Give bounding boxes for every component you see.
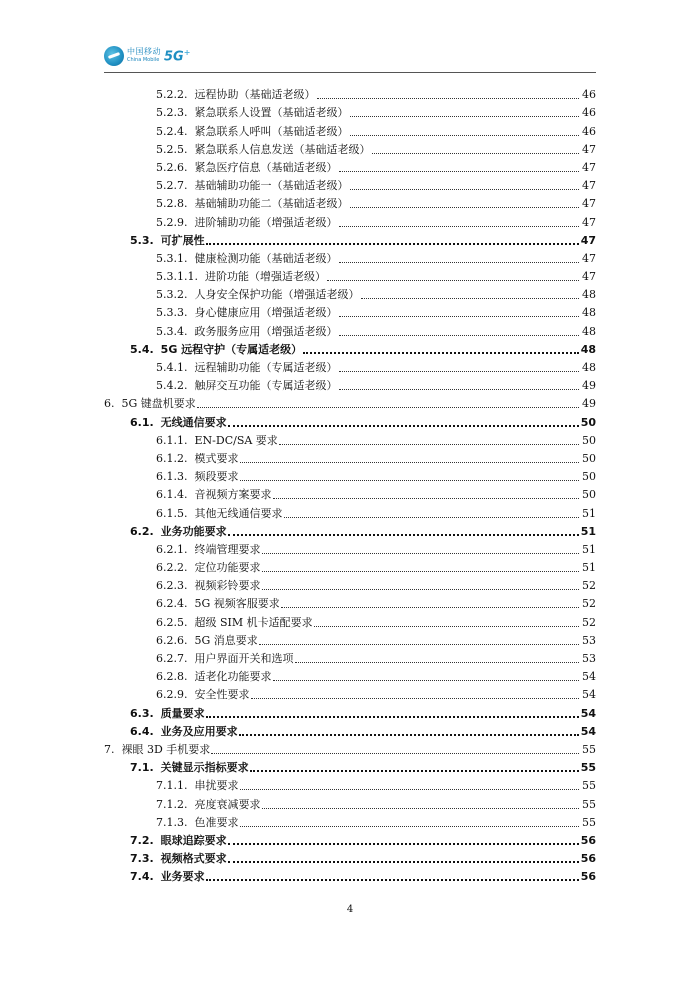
toc-entry-number: 6.2.2. — [156, 561, 188, 575]
toc-entry[interactable] — [104, 521, 596, 539]
toc-entry-title: 业务功能要求 — [160, 524, 227, 538]
toc-entry-number: 6.1. — [130, 415, 154, 429]
toc-entry-page: 46 — [579, 106, 596, 120]
toc-entry[interactable] — [104, 793, 596, 811]
toc-entry-number: 6.2.1. — [156, 542, 188, 556]
toc-dot-leader — [339, 389, 580, 390]
toc-entry-label — [104, 488, 273, 502]
toc-entry-page: 47 — [579, 143, 596, 157]
toc-entry-number: 6.1.5. — [156, 506, 188, 520]
toc-entry-title: 可扩展性 — [160, 233, 205, 247]
toc-dot-leader — [251, 698, 580, 699]
toc-entry-number: 5.4.2. — [156, 379, 188, 393]
toc-entry-title: 眼球追踪要求 — [160, 833, 227, 847]
toc-dot-leader — [339, 262, 580, 263]
toc-entry-title: 业务及应用要求 — [160, 724, 238, 738]
toc-entry-number: 7.1.2. — [156, 797, 188, 811]
toc-dot-leader — [262, 808, 580, 809]
toc-dot-leader — [279, 444, 579, 445]
toc-entry-title: 触屏交互功能（专属适老级） — [194, 379, 338, 393]
toc-entry-label — [104, 88, 317, 102]
toc-entry-title: 基础辅助功能二（基础适老级） — [194, 197, 349, 211]
toc-entry-number: 5.2.5. — [156, 142, 188, 156]
toc-entry-label — [104, 652, 295, 666]
toc-entry-label — [104, 234, 206, 248]
toc-dot-leader — [339, 335, 580, 336]
toc-entry-label — [104, 597, 281, 611]
toc-entry-number: 5.3.2. — [156, 288, 188, 302]
toc-entry[interactable] — [104, 866, 596, 884]
toc-entry[interactable] — [104, 120, 596, 138]
toc-dot-leader — [284, 517, 580, 518]
toc-entry-title: 定位功能要求 — [194, 561, 261, 575]
toc-entry-title: 远程协助（基础适老级） — [194, 88, 316, 102]
toc-entry[interactable] — [104, 266, 596, 284]
toc-entry-label — [104, 270, 327, 284]
toc-entry[interactable] — [104, 830, 596, 848]
toc-entry-page: 47 — [579, 179, 596, 193]
toc-entry-title: 用户界面开关和选项 — [194, 652, 294, 665]
toc-entry-label — [104, 143, 372, 157]
toc-entry-number: 6.2.8. — [156, 670, 188, 684]
toc-entry-number: 5.2.9. — [156, 215, 188, 229]
china-mobile-logo-icon — [104, 46, 124, 66]
toc-entry-label — [104, 816, 240, 830]
toc-dot-leader — [228, 534, 579, 536]
toc-entry-page: 56 — [580, 852, 596, 866]
toc-entry-page: 54 — [580, 724, 596, 738]
toc-dot-leader — [350, 116, 580, 117]
toc-entry-number: 7.1. — [130, 761, 154, 775]
toc-entry-number: 7.4. — [130, 870, 154, 884]
toc-entry-title: 亮度衰减要求 — [194, 797, 261, 811]
toc-entry-page: 48 — [579, 361, 596, 375]
toc-entry-number: 5.2.2. — [156, 88, 188, 102]
toc-entry-number: 6.2.5. — [156, 615, 188, 629]
toc-entry[interactable] — [104, 484, 596, 502]
toc-entry-title: 远程辅助功能（专属适老级） — [194, 361, 338, 374]
toc-entry-number: 5.4. — [130, 342, 154, 356]
toc-entry-label — [104, 525, 228, 539]
toc-entry[interactable] — [104, 284, 596, 302]
toc-entry-number: 7.1.3. — [156, 815, 188, 829]
toc-entry-title: EN-DC/SA 要求 — [194, 433, 278, 447]
toc-entry-number: 5.3.3. — [156, 306, 188, 320]
toc-entry[interactable] — [104, 248, 596, 266]
5g-badge-plus: + — [183, 48, 191, 57]
toc-entry[interactable] — [104, 775, 596, 793]
toc-entry-page: 47 — [579, 270, 596, 284]
toc-entry-page: 55 — [580, 761, 596, 775]
toc-dot-leader — [228, 843, 579, 845]
toc-entry-page: 47 — [580, 233, 596, 247]
toc-dot-leader — [239, 734, 579, 736]
toc-entry-label — [104, 561, 262, 575]
toc-entry-title: 政务服务应用（增强适老级） — [194, 324, 338, 338]
toc-entry-page: 53 — [579, 634, 596, 648]
toc-dot-leader — [361, 298, 580, 299]
toc-entry-number: 5.3.1.1. — [156, 270, 198, 284]
toc-entry-title: 串扰要求 — [194, 779, 239, 793]
toc-entry-number: 5.2.4. — [156, 124, 188, 138]
toc-entry-label — [104, 325, 339, 339]
toc-entry-page: 52 — [579, 579, 596, 593]
logo-text-cn: 中国移动 — [127, 47, 161, 56]
toc-entry[interactable] — [104, 721, 596, 739]
toc-dot-leader — [314, 626, 579, 627]
toc-dot-leader — [250, 770, 579, 772]
logo-text-en: China Mobile — [127, 57, 160, 63]
toc-entry-number: 5.4.1. — [156, 361, 188, 374]
toc-entry-page: 53 — [579, 652, 596, 666]
toc-entry-title: 质量要求 — [160, 706, 205, 720]
toc-entry-label — [104, 579, 262, 593]
toc-entry-label — [104, 452, 240, 466]
toc-entry-label — [104, 834, 228, 848]
toc-entry[interactable] — [104, 430, 596, 448]
toc-dot-leader — [317, 98, 580, 99]
toc-entry-label — [104, 179, 350, 193]
toc-entry-label — [104, 798, 262, 812]
toc-entry-label — [104, 470, 240, 484]
toc-entry-page: 51 — [580, 524, 596, 538]
toc-entry[interactable] — [104, 739, 596, 757]
toc-dot-leader — [350, 207, 580, 208]
toc-entry[interactable] — [104, 139, 596, 157]
toc-entry-page: 51 — [579, 543, 596, 557]
header-rule — [104, 72, 596, 73]
toc-entry-page: 51 — [579, 507, 596, 521]
toc-entry-title: 视频格式要求 — [160, 852, 227, 866]
toc-entry-page: 55 — [579, 816, 596, 830]
china-mobile-logo — [104, 46, 161, 66]
toc-entry[interactable] — [104, 502, 596, 520]
toc-entry-number: 6.1.4. — [156, 488, 188, 502]
toc-dot-leader — [303, 352, 579, 354]
toc-entry-title: 5G 键盘机要求 — [121, 397, 196, 411]
toc-entry-label — [104, 743, 211, 757]
toc-dot-leader — [350, 135, 580, 136]
toc-entry-page: 50 — [579, 470, 596, 484]
toc-entry-number: 5.3.4. — [156, 324, 188, 338]
toc-entry-page: 50 — [580, 415, 596, 429]
toc-entry[interactable] — [104, 812, 596, 830]
toc-entry-label — [104, 161, 339, 175]
toc-dot-leader — [197, 407, 579, 408]
toc-dot-leader — [240, 789, 580, 790]
toc-dot-leader — [259, 644, 579, 645]
toc-entry-number: 6.2.6. — [156, 633, 188, 647]
toc-entry-label — [104, 507, 284, 521]
toc-entry-number: 5.2.6. — [156, 160, 188, 174]
toc-entry-page: 46 — [579, 88, 596, 102]
toc-entry-label — [104, 106, 350, 120]
toc-entry-label — [104, 779, 240, 793]
toc-dot-leader — [339, 316, 580, 317]
toc-entry[interactable] — [104, 193, 596, 211]
toc-entry-page: 50 — [579, 452, 596, 466]
toc-entry[interactable] — [104, 575, 596, 593]
toc-entry-title: 5G 远程守护（专属适老级） — [160, 342, 303, 356]
toc-entry-number: 6.3. — [130, 706, 154, 720]
toc-entry[interactable] — [104, 666, 596, 684]
toc-entry[interactable] — [104, 593, 596, 611]
toc-entry-label — [104, 634, 259, 648]
toc-entry-page: 55 — [579, 779, 596, 793]
toc-entry-page: 54 — [579, 670, 596, 684]
toc-entry-page: 52 — [579, 597, 596, 611]
toc-entry-number: 6.1.3. — [156, 470, 188, 484]
toc-entry-title: 紧急医疗信息（基础适老级） — [194, 160, 338, 174]
toc-entry[interactable] — [104, 411, 596, 429]
toc-entry-number: 6.2.3. — [156, 579, 188, 593]
toc-entry-label — [104, 306, 339, 320]
toc-entry-title: 终端管理要求 — [194, 542, 261, 556]
toc-entry-page: 46 — [579, 125, 596, 139]
toc-entry[interactable] — [104, 611, 596, 629]
toc-entry-number: 7.3. — [130, 852, 154, 866]
toc-entry-number: 5.2.8. — [156, 197, 188, 211]
toc-entry-number: 6.1.2. — [156, 451, 188, 465]
toc-entry-label — [104, 379, 339, 393]
toc-entry-page: 49 — [579, 379, 596, 393]
toc-entry-title: 进阶功能（增强适老级） — [204, 270, 326, 284]
toc-entry-title: 关键显示指标要求 — [160, 761, 249, 775]
toc-entry-title: 健康检测功能（基础适老级） — [194, 251, 338, 265]
toc-dot-leader — [228, 425, 579, 427]
toc-entry-title: 进阶辅助功能（增强适老级） — [194, 215, 338, 229]
toc-entry-page: 50 — [579, 434, 596, 448]
page-number: 4 — [346, 904, 354, 915]
toc-entry-label — [104, 870, 206, 884]
toc-entry-page: 54 — [580, 706, 596, 720]
toc-entry[interactable] — [104, 557, 596, 575]
toc-dot-leader — [262, 553, 580, 554]
toc-entry-label — [104, 397, 197, 411]
5g-badge-text: 5G — [164, 49, 184, 65]
toc-entry-page: 55 — [579, 798, 596, 812]
toc-dot-leader — [273, 498, 580, 499]
toc-entry-page: 47 — [579, 216, 596, 230]
toc-entry[interactable] — [104, 84, 596, 102]
toc-dot-leader — [206, 879, 579, 881]
toc-entry-title: 业务要求 — [160, 870, 205, 884]
toc-entry-title: 紧急联系人设置（基础适老级） — [194, 106, 349, 120]
toc-entry[interactable] — [104, 320, 596, 338]
toc-entry-title: 模式要求 — [194, 451, 239, 465]
toc-entry-number: 6.2. — [130, 524, 154, 538]
toc-entry-title: 无线通信要求 — [160, 415, 227, 429]
5g-badge — [164, 48, 190, 64]
page-header — [104, 42, 596, 70]
toc-entry-label — [104, 616, 314, 630]
toc-entry-page: 54 — [579, 688, 596, 702]
toc-entry[interactable] — [104, 648, 596, 666]
toc-entry[interactable] — [104, 630, 596, 648]
toc-entry-number: 6.1.1. — [156, 433, 188, 447]
toc-entry-label — [104, 725, 239, 739]
toc-entry-page: 56 — [580, 833, 596, 847]
toc-entry-title: 音视频方案要求 — [194, 488, 272, 502]
toc-dot-leader — [206, 243, 579, 245]
toc-entry[interactable] — [104, 539, 596, 557]
toc-entry-title: 频段要求 — [194, 470, 239, 484]
toc-dot-leader — [339, 371, 580, 372]
toc-dot-leader — [339, 226, 580, 227]
toc-entry[interactable] — [104, 302, 596, 320]
toc-entry[interactable] — [104, 339, 596, 357]
toc-entry-page: 48 — [579, 325, 596, 339]
toc-entry-page: 48 — [579, 306, 596, 320]
toc-entry-title: 紧急联系人呼叫（基础适老级） — [194, 124, 349, 138]
toc-entry[interactable] — [104, 211, 596, 229]
toc-entry-title: 身心健康应用（增强适老级） — [194, 306, 338, 320]
toc-entry-number: 5.2.7. — [156, 179, 188, 193]
toc-entry-title: 5G 视频客服要求 — [194, 597, 280, 611]
toc-entry-label — [104, 707, 206, 721]
toc-entry[interactable] — [104, 175, 596, 193]
toc-entry-number: 5.3. — [130, 233, 154, 247]
toc-dot-leader — [206, 716, 579, 718]
toc-entry-label — [104, 361, 339, 375]
toc-entry-page: 49 — [579, 397, 596, 411]
toc-entry[interactable] — [104, 102, 596, 120]
toc-entry-label — [104, 543, 262, 557]
toc-dot-leader — [211, 753, 579, 754]
toc-entry-page: 52 — [579, 616, 596, 630]
toc-dot-leader — [295, 662, 580, 663]
toc-dot-leader — [327, 280, 579, 281]
toc-entry-number: 6. — [104, 397, 115, 411]
toc-dot-leader — [228, 861, 579, 863]
toc-entry-label — [104, 416, 228, 430]
toc-entry-title: 超级 SIM 机卡适配要求 — [194, 615, 313, 629]
toc-entry-page: 56 — [580, 870, 596, 884]
toc-entry-label — [104, 670, 273, 684]
toc-entry-label — [104, 197, 350, 211]
toc-entry[interactable] — [104, 230, 596, 248]
toc-entry[interactable] — [104, 702, 596, 720]
toc-entry[interactable] — [104, 848, 596, 866]
toc-dot-leader — [339, 171, 580, 172]
toc-entry-title: 其他无线通信要求 — [194, 506, 283, 520]
toc-dot-leader — [240, 462, 580, 463]
toc-entry-number: 7.1.1. — [156, 779, 188, 793]
toc-entry-number: 5.3.1. — [156, 251, 188, 265]
toc-entry[interactable] — [104, 393, 596, 411]
toc-entry-number: 6.4. — [130, 724, 154, 738]
toc-entry[interactable] — [104, 157, 596, 175]
toc-entry[interactable] — [104, 448, 596, 466]
toc-entry-title: 安全性要求 — [194, 688, 250, 702]
toc-entry-label — [104, 216, 339, 230]
toc-entry[interactable] — [104, 757, 596, 775]
toc-dot-leader — [281, 607, 579, 608]
toc-entry-number: 6.2.9. — [156, 688, 188, 702]
toc-dot-leader — [372, 153, 580, 154]
toc-entry-page: 50 — [579, 488, 596, 502]
toc-entry-number: 6.2.7. — [156, 652, 188, 665]
toc-entry-label — [104, 434, 279, 448]
toc-entry-page: 48 — [579, 288, 596, 302]
toc-entry[interactable] — [104, 375, 596, 393]
toc-entry-number: 5.2.3. — [156, 106, 188, 120]
toc-entry[interactable] — [104, 684, 596, 702]
toc-entry[interactable] — [104, 357, 596, 375]
toc-dot-leader — [262, 571, 580, 572]
toc-entry-page: 47 — [579, 161, 596, 175]
toc-entry-number: 7. — [104, 742, 115, 756]
toc-entry-label — [104, 125, 350, 139]
toc-entry-page: 47 — [579, 197, 596, 211]
toc-entry[interactable] — [104, 466, 596, 484]
toc-entry-label — [104, 688, 251, 702]
toc-dot-leader — [262, 589, 580, 590]
toc-entry-number: 6.2.4. — [156, 597, 188, 611]
toc-dot-leader — [350, 189, 580, 190]
toc-entry-title: 裸眼 3D 手机要求 — [121, 742, 211, 756]
toc-entry-title: 适老化功能要求 — [194, 670, 272, 684]
toc-entry-page: 47 — [579, 252, 596, 266]
toc-entry-title: 基础辅助功能一（基础适老级） — [194, 179, 349, 193]
toc-entry-title: 紧急联系人信息发送（基础适老级） — [194, 142, 371, 156]
toc-entry-label — [104, 343, 303, 357]
toc-entry-page: 48 — [580, 342, 596, 356]
toc-entry-page: 55 — [579, 743, 596, 757]
toc-entry-label — [104, 288, 361, 302]
toc-entry-title: 视频彩铃要求 — [194, 579, 261, 593]
toc-dot-leader — [240, 826, 580, 827]
toc-entry-title: 5G 消息要求 — [194, 633, 258, 647]
table-of-contents — [104, 84, 596, 884]
toc-entry-number: 7.2. — [130, 833, 154, 847]
toc-entry-title: 色准要求 — [194, 815, 239, 829]
toc-entry-page: 51 — [579, 561, 596, 575]
toc-entry-label — [104, 761, 250, 775]
toc-entry-title: 人身安全保护功能（增强适老级） — [194, 288, 360, 302]
toc-entry-label — [104, 252, 339, 266]
toc-dot-leader — [273, 680, 580, 681]
toc-dot-leader — [240, 480, 580, 481]
toc-entry-label — [104, 852, 228, 866]
